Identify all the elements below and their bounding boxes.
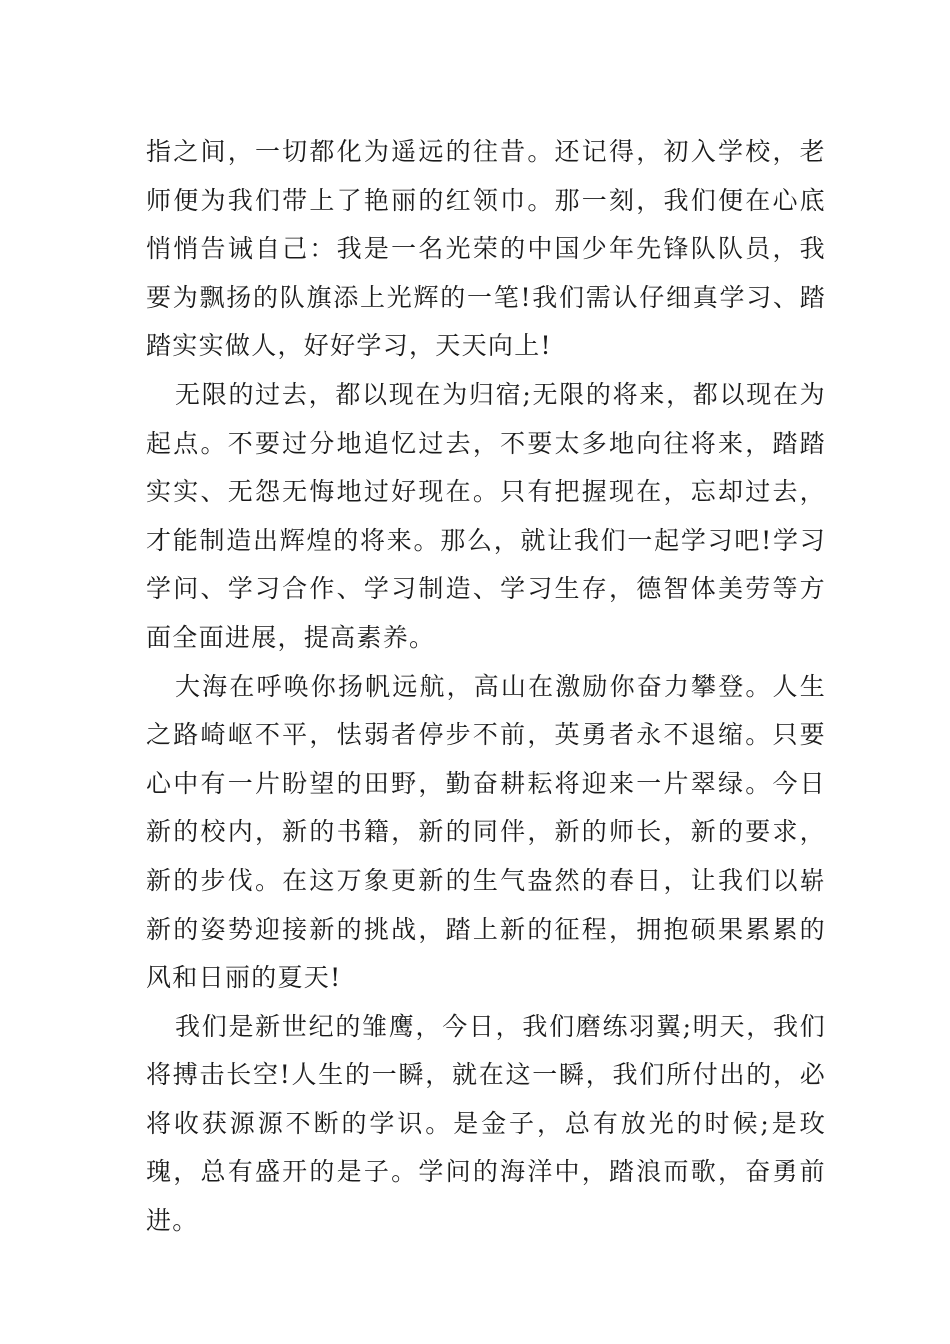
paragraph: 大海在呼唤你扬帆远航，高山在激励你奋力攀登。人生之路崎岖不平，怯弱者停步不前，英勇者永不退缩。只要心中有一片盼望的田野，勤奋耕耘将迎来一片翠绿。今日新的校内，新的书籍，新的同伴，新的师长，新的要求，新的步伐。在这万象更新的生气盎然的春日，让我们以崭新的姿势迎接新的挑战，踏上新的征程，拥抱硕果累累的风和日丽的夏天! [146,671,826,993]
paragraph-continued: 指之间，一切都化为遥远的往昔。还记得，初入学校，老师便为我们带上了艳丽的红领巾。那一刻，我们便在心底悄悄告诫自己：我是一名光荣的中国少年先锋队队员，我要为飘扬的队旗添上光辉的一笔!我们需认仔细真学习、踏踏实实做人，好好学习，天天向上! [146,137,826,361]
body-text [146,128,826,1246]
paragraph: 我们是新世纪的雏鹰，今日，我们磨练羽翼;明天，我们将搏击长空!人生的一瞬，就在这一瞬，我们所付出的，必将收获源源不断的学识。是金子，总有放光的时候;是玫瑰，总有盛开的是子。学问的海洋中，踏浪而歌，奋勇前进。 [146,1011,826,1236]
paragraph: 无限的过去，都以现在为归宿;无限的将来，都以现在为起点。不要过分地追忆过去，不要太多地向往将来，踏踏实实、无怨无悔地过好现在。只有把握现在，忘却过去，才能制造出辉煌的将来。那么，就让我们一起学习吧!学习学问、学习合作、学习制造、学习生存，德智体美劳等方面全面进展，提高素养。 [146,379,826,652]
